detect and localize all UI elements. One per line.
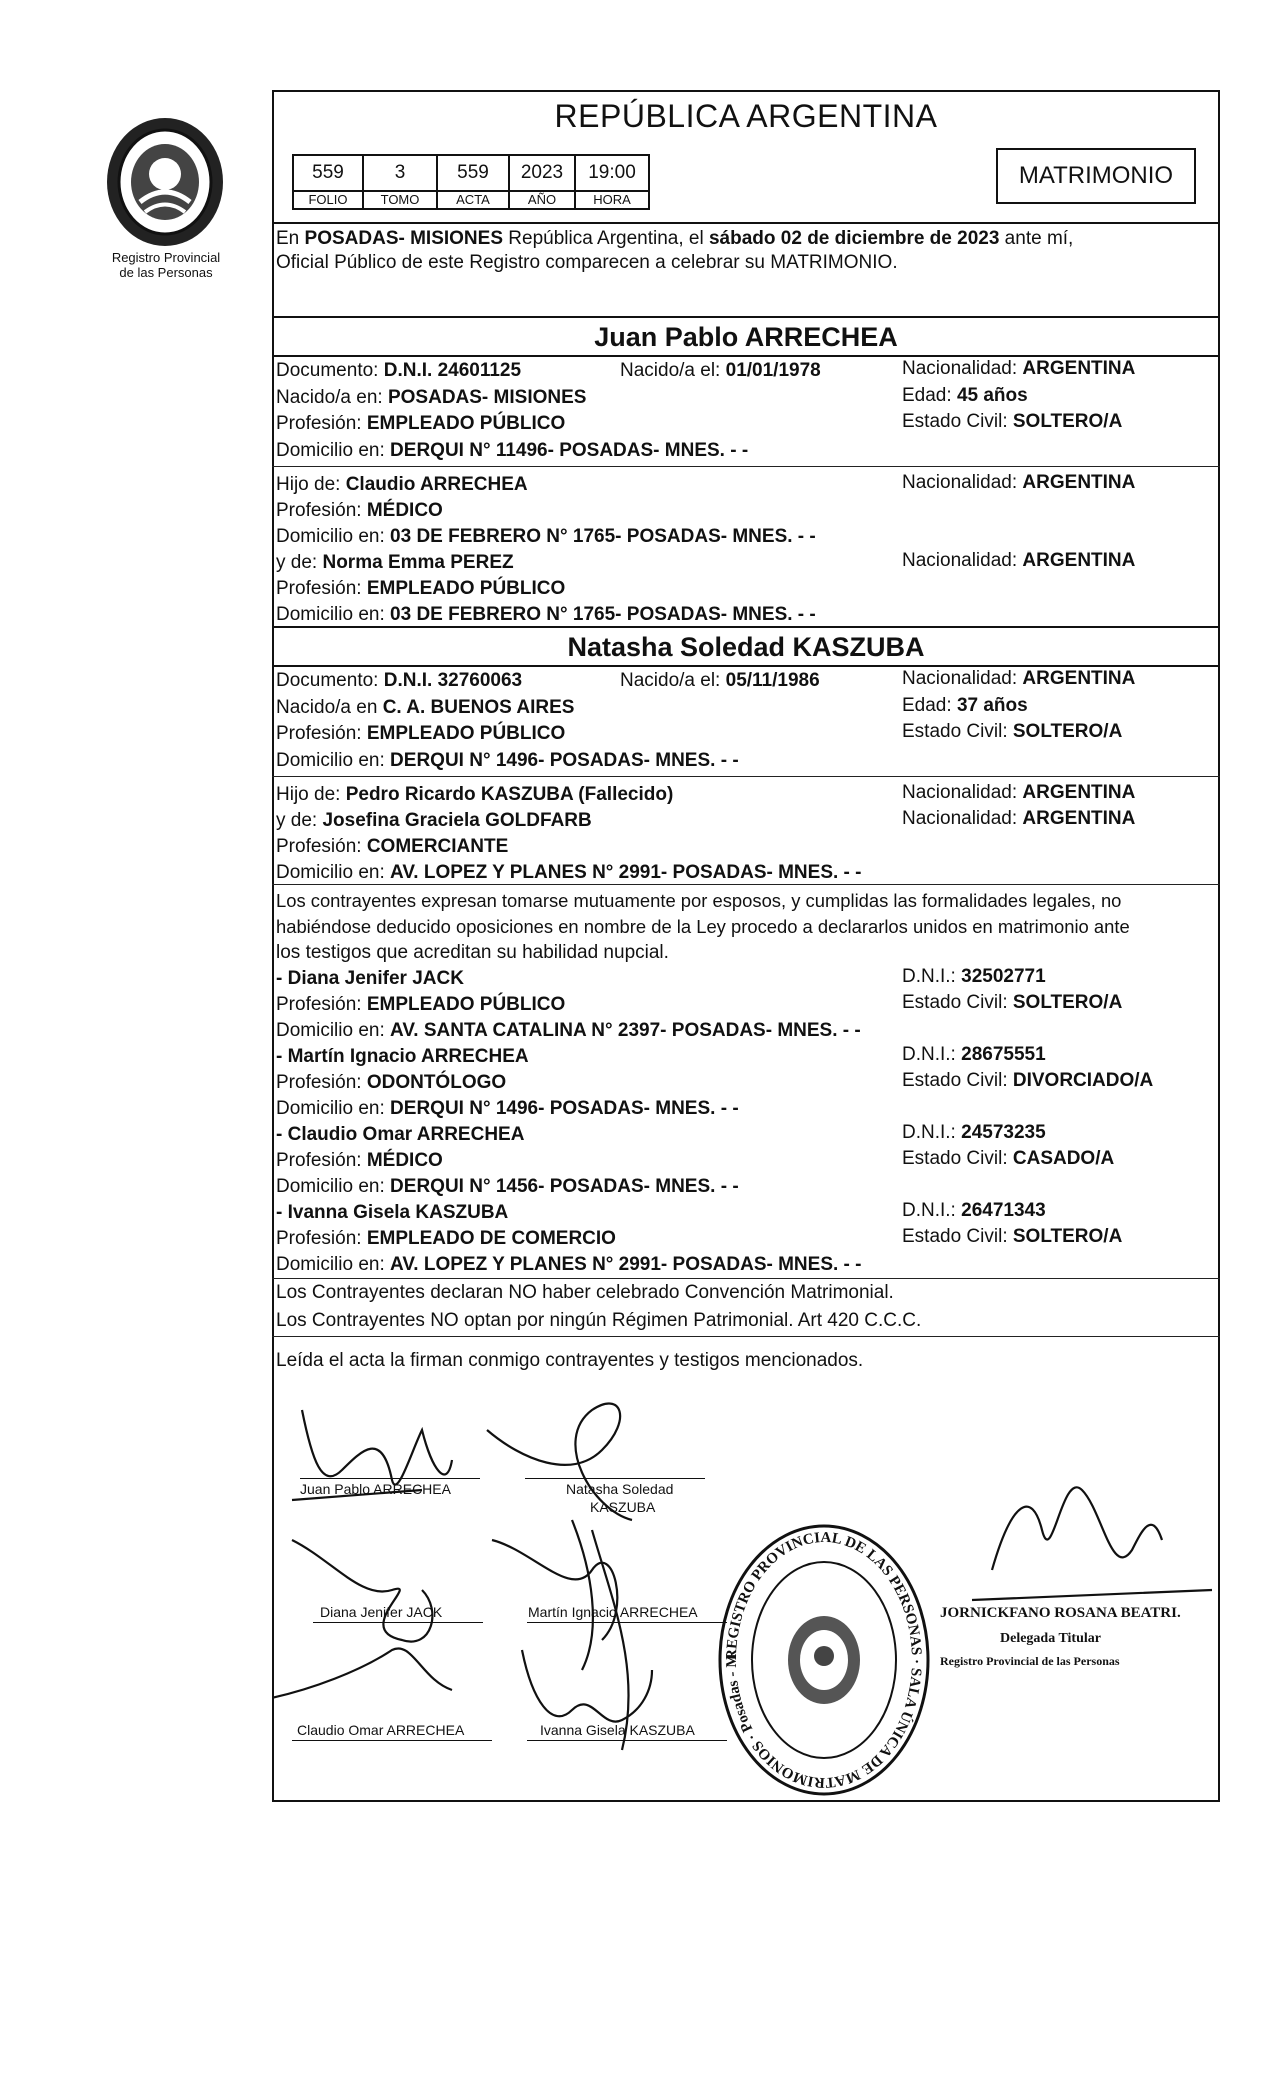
witness-1-name: - Diana Jenifer JACK [276, 968, 464, 989]
registry-caption [76, 250, 256, 280]
spouse2-birthplace: Nacido/a en C. A. BUENOS AIRES [276, 697, 575, 718]
folio-label: FOLIO [293, 191, 363, 209]
signature-line [527, 1622, 727, 1623]
spouse2-mother-profession: Profesión: COMERCIANTE [276, 836, 509, 857]
official-organization: Registro Provincial de las Personas [940, 1654, 1120, 1668]
spouse1-birthdate: Nacido/a el: 01/01/1978 [620, 360, 821, 381]
record-number-table [292, 154, 650, 210]
intro-place: POSADAS- MISIONES [304, 228, 504, 249]
signature-label-witness2: Martín Ignacio ARRECHEA [528, 1604, 698, 1620]
spouse2-name: Natasha Soledad KASZUBA [567, 632, 925, 662]
stamp-text: REGISTRO PROVINCIAL DE LAS PERSONAS · SALA ÚNICA DE MATRIMONIOS · Posadas - M [723, 1529, 925, 1791]
spouse1-civil-status: Estado Civil: SOLTERO/A [902, 411, 1123, 432]
spouse1-profession: Profesión: EMPLEADO PÚBLICO [276, 413, 566, 434]
witness-4-dni: D.N.I.: 26471343 [902, 1200, 1046, 1221]
spouse2-birthdate: Nacido/a el: 05/11/1986 [620, 670, 820, 691]
signature-label-witness3: Claudio Omar ARRECHEA [297, 1722, 465, 1738]
intro-line-1: En POSADAS- MISIONES República Argentina, el sábado 02 de diciembre de 2023 ante mí, [276, 228, 1074, 249]
spouse1-mother: y de: Norma Emma PEREZ [276, 552, 514, 573]
divider [272, 1278, 1220, 1279]
tomo-label: TOMO [363, 191, 437, 209]
spouse1-mother-profession: Profesión: EMPLEADO PÚBLICO [276, 578, 566, 599]
witness-3-profession: Profesión: MÉDICO [276, 1150, 443, 1171]
divider [272, 1336, 1220, 1337]
spouse2-profession: Profesión: EMPLEADO PÚBLICO [276, 723, 566, 744]
acta-value: 559 [437, 155, 509, 191]
spouse1-mother-nationality: Nacionalidad: ARGENTINA [902, 550, 1136, 571]
folio-value: 559 [293, 155, 363, 191]
anio-label: AÑO [509, 191, 575, 209]
signature-line [525, 1478, 705, 1479]
witness-4-name: - Ivanna Gisela KASZUBA [276, 1202, 509, 1223]
spouse1-father-address: Domicilio en: 03 DE FEBRERO N° 1765- POSADAS- MNES. - - [276, 526, 816, 547]
divider [272, 466, 1220, 467]
closing-statement: Leída el acta la firman conmigo contrayentes y testigos mencionados. [276, 1350, 864, 1371]
declaration-line-1: Los contrayentes expresan tomarse mutuamente por esposos, y cumplidas las formalidades legales, no [276, 890, 1122, 911]
divider [272, 776, 1220, 777]
spouse1-nationality: Nacionalidad: ARGENTINA [902, 358, 1136, 379]
signature-label-spouse1: Juan Pablo ARRECHEA [300, 1481, 451, 1497]
registry-caption-line2: de las Personas [119, 265, 213, 280]
witness-3-address: Domicilio en: DERQUI N° 1456- POSADAS- MNES. - - [276, 1176, 739, 1197]
divider [272, 626, 1220, 628]
witness-3-civil-status: Estado Civil: CASADO/A [902, 1148, 1115, 1169]
divider [272, 884, 1220, 885]
spouse1-document: Documento: D.N.I. 24601125 [276, 360, 522, 381]
signature-line [300, 1478, 480, 1479]
witness-4-profession: Profesión: EMPLEADO DE COMERCIO [276, 1228, 616, 1249]
witness-1-profession: Profesión: EMPLEADO PÚBLICO [276, 994, 566, 1015]
spouse1-father-nationality: Nacionalidad: ARGENTINA [902, 472, 1136, 493]
signature-line [527, 1740, 727, 1741]
witness-1-dni: D.N.I.: 32502771 [902, 966, 1046, 987]
spouse2-mother-nationality: Nacionalidad: ARGENTINA [902, 808, 1136, 829]
intro-date: sábado 02 de diciembre de 2023 [708, 228, 1000, 249]
spouse2-address: Domicilio en: DERQUI N° 1496- POSADAS- MNES. - - [276, 750, 739, 771]
signature-label-witness1: Diana Jenifer JACK [320, 1604, 443, 1620]
divider [272, 665, 1220, 667]
declaration-line-2: habiéndose deducido oposiciones en nombre de la Ley procedo a declararlos unidos en matrimonio ante [276, 916, 1130, 937]
acta-label: ACTA [437, 191, 509, 209]
witness-3-dni: D.N.I.: 24573235 [902, 1122, 1046, 1143]
witness-2-profession: Profesión: ODONTÓLOGO [276, 1072, 507, 1093]
witness-2-civil-status: Estado Civil: DIVORCIADO/A [902, 1070, 1154, 1091]
divider [272, 355, 1220, 357]
hora-label: HORA [575, 191, 649, 209]
spouse1-mother-address: Domicilio en: 03 DE FEBRERO N° 1765- POSADAS- MNES. - - [276, 604, 816, 625]
registry-seal [100, 112, 230, 252]
spouse2-father-nationality: Nacionalidad: ARGENTINA [902, 782, 1136, 803]
divider [272, 222, 1220, 224]
spouse2-mother-address: Domicilio en: AV. LOPEZ Y PLANES N° 2991- POSADAS- MNES. - - [276, 862, 862, 883]
witness-4-address: Domicilio en: AV. LOPEZ Y PLANES N° 2991- POSADAS- MNES. - - [276, 1254, 862, 1275]
spouse1-birthplace: Nacido/a en: POSADAS- MISIONES [276, 387, 587, 408]
spouse1-age: Edad: 45 años [902, 385, 1028, 406]
witness-2-name: - Martín Ignacio ARRECHEA [276, 1046, 529, 1067]
spouse2-mother: y de: Josefina Graciela GOLDFARB [276, 810, 592, 831]
signature-label-spouse2-first: Natasha Soledad [566, 1481, 674, 1497]
spouse2-nationality: Nacionalidad: ARGENTINA [902, 668, 1136, 689]
witness-2-address: Domicilio en: DERQUI N° 1496- POSADAS- MNES. - - [276, 1098, 739, 1119]
signature-label-witness4: Ivanna Gisela KASZUBA [540, 1722, 695, 1738]
witness-4-civil-status: Estado Civil: SOLTERO/A [902, 1226, 1123, 1247]
spouse1-address: Domicilio en: DERQUI N° 11496- POSADAS- MNES. - - [276, 440, 749, 461]
signature-line [313, 1622, 483, 1623]
spouse2-civil-status: Estado Civil: SOLTERO/A [902, 721, 1123, 742]
spouse1-name: Juan Pablo ARRECHEA [594, 322, 898, 352]
official-name: JORNICKFANO ROSANA BEATRI. [940, 1605, 1181, 1621]
official-stamp [714, 1520, 934, 1800]
official-role: Delegada Titular [1000, 1631, 1101, 1646]
spouse1-father: Hijo de: Claudio ARRECHEA [276, 474, 528, 495]
declaration-line-3: los testigos que acreditan su habilidad nupcial. [276, 942, 669, 963]
note-patrimonial-regime: Los Contrayentes NO optan por ningún Régimen Patrimonial. Art 420 C.C.C. [276, 1310, 922, 1331]
spouse1-father-profession: Profesión: MÉDICO [276, 500, 443, 521]
spouse2-age: Edad: 37 años [902, 695, 1028, 716]
witness-2-dni: D.N.I.: 28675551 [902, 1044, 1046, 1065]
note-convention: Los Contrayentes declaran NO haber celebrado Convención Matrimonial. [276, 1282, 894, 1303]
hora-value: 19:00 [575, 155, 649, 191]
intro-line-2: Oficial Público de este Registro comparecen a celebrar su MATRIMONIO. [276, 252, 898, 273]
witness-3-name: - Claudio Omar ARRECHEA [276, 1124, 525, 1145]
country-title: REPÚBLICA ARGENTINA [554, 98, 938, 134]
document-kind: MATRIMONIO [996, 148, 1196, 204]
spouse2-father: Hijo de: Pedro Ricardo KASZUBA (Fallecido) [276, 784, 674, 805]
witness-1-civil-status: Estado Civil: SOLTERO/A [902, 992, 1123, 1013]
tomo-value: 3 [363, 155, 437, 191]
signature-label-spouse2-last: KASZUBA [590, 1499, 656, 1515]
divider [272, 316, 1220, 318]
witness-1-address: Domicilio en: AV. SANTA CATALINA N° 2397- POSADAS- MNES. - - [276, 1020, 861, 1041]
anio-value: 2023 [509, 155, 575, 191]
signature-line [292, 1740, 492, 1741]
registry-caption-line1: Registro Provincial [111, 250, 221, 265]
spouse2-document: Documento: D.N.I. 32760063 [276, 670, 523, 691]
